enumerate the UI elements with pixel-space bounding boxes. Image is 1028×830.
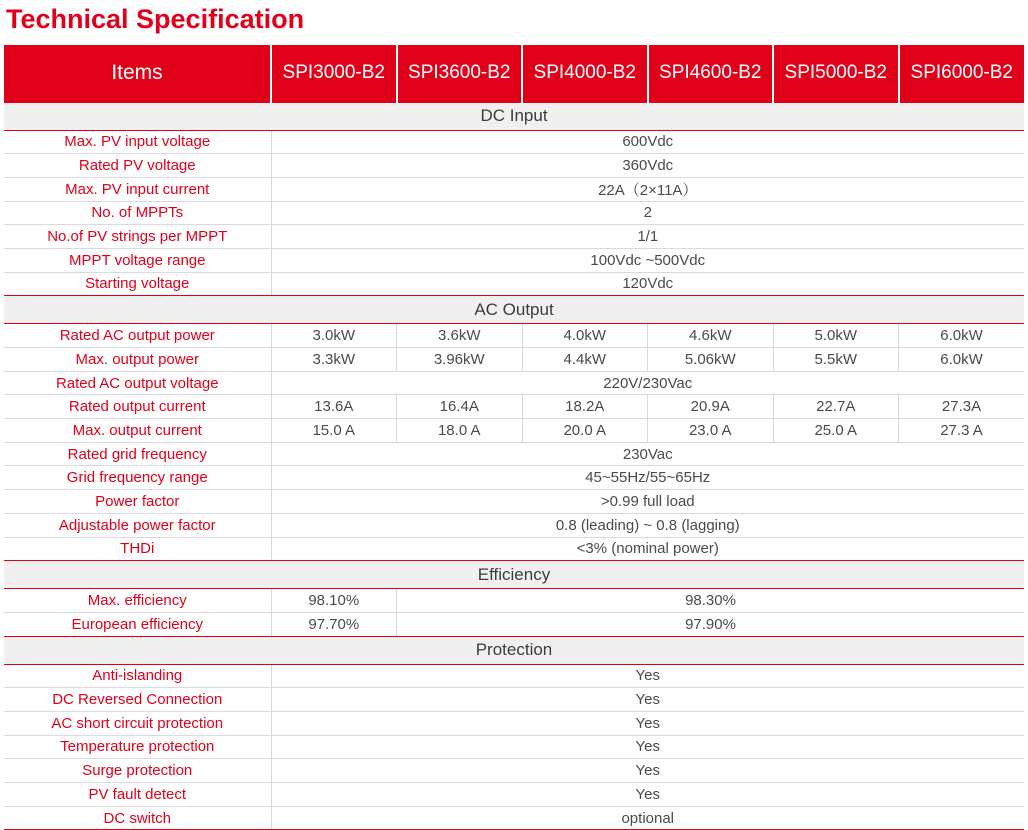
- row-value: 5.5kW: [773, 348, 899, 372]
- table-row: [4, 201, 1024, 225]
- table-row: [4, 324, 1024, 348]
- row-value: 18.2A: [522, 395, 648, 419]
- row-label: Grid frequency range: [4, 466, 271, 490]
- table-row: [4, 419, 1024, 443]
- row-value: Yes: [271, 664, 1024, 688]
- row-value: 15.0 A: [271, 419, 397, 443]
- row-label: THDi: [4, 537, 271, 561]
- row-label: Max. output power: [4, 348, 271, 372]
- table-row: [4, 248, 1024, 272]
- row-value: 98.10%: [271, 589, 397, 613]
- row-value: 1/1: [271, 225, 1024, 249]
- table-row: [4, 272, 1024, 296]
- row-value: Yes: [271, 735, 1024, 759]
- table-row: [4, 130, 1024, 154]
- row-value: 22.7A: [773, 395, 899, 419]
- row-value: 6.0kW: [899, 348, 1025, 372]
- table-header: [4, 45, 1024, 102]
- row-value: 3.96kW: [397, 348, 523, 372]
- header-model: SPI4000-B2: [522, 45, 648, 102]
- table-row: [4, 759, 1024, 783]
- header-model: SPI3000-B2: [271, 45, 397, 102]
- row-label: Rated AC output power: [4, 324, 271, 348]
- row-value: 45~55Hz/55~65Hz: [271, 466, 1024, 490]
- row-value: 23.0 A: [648, 419, 774, 443]
- section-header: [4, 561, 1024, 589]
- table-row: [4, 154, 1024, 178]
- table-row: [4, 612, 1024, 636]
- row-value: 120Vdc: [271, 272, 1024, 296]
- row-label: Starting voltage: [4, 272, 271, 296]
- table-row: [4, 177, 1024, 201]
- row-label: DC Reversed Connection: [4, 688, 271, 712]
- row-label: Max. output current: [4, 419, 271, 443]
- row-value: 4.0kW: [522, 324, 648, 348]
- row-value: 27.3 A: [899, 419, 1025, 443]
- row-value: 5.0kW: [773, 324, 899, 348]
- row-value: 97.90%: [397, 612, 1025, 636]
- row-label: AC short circuit protection: [4, 711, 271, 735]
- table-row: [4, 490, 1024, 514]
- page-title: Technical Specification: [6, 4, 305, 34]
- section-title: Protection: [4, 636, 1024, 664]
- row-value: 20.9A: [648, 395, 774, 419]
- row-value: 0.8 (leading) ~ 0.8 (lagging): [271, 513, 1024, 537]
- row-label: No. of MPPTs: [4, 201, 271, 225]
- row-label: European efficiency: [4, 612, 271, 636]
- row-value: 25.0 A: [773, 419, 899, 443]
- table-row: [4, 225, 1024, 249]
- table-row: [4, 589, 1024, 613]
- row-value: 6.0kW: [899, 324, 1025, 348]
- table-row: [4, 664, 1024, 688]
- table-body: [4, 102, 1024, 830]
- table-row: [4, 537, 1024, 561]
- header-model: SPI4600-B2: [648, 45, 774, 102]
- row-value: 4.6kW: [648, 324, 774, 348]
- row-value: 2: [271, 201, 1024, 225]
- row-label: Temperature protection: [4, 735, 271, 759]
- row-label: Max. PV input voltage: [4, 130, 271, 154]
- row-value: 22A（2×11A）: [271, 177, 1024, 201]
- row-value: Yes: [271, 711, 1024, 735]
- table-row: [4, 688, 1024, 712]
- row-value: 16.4A: [397, 395, 523, 419]
- row-value: 27.3A: [899, 395, 1025, 419]
- row-value: 20.0 A: [522, 419, 648, 443]
- section-title: DC Input: [4, 102, 1024, 130]
- table-row: [4, 513, 1024, 537]
- row-label: DC switch: [4, 806, 271, 830]
- table-row: [4, 806, 1024, 830]
- section-header: [4, 296, 1024, 324]
- table-row: [4, 783, 1024, 807]
- row-value: 5.06kW: [648, 348, 774, 372]
- row-value: 98.30%: [397, 589, 1025, 613]
- row-value: 4.4kW: [522, 348, 648, 372]
- row-value: optional: [271, 806, 1024, 830]
- row-value: >0.99 full load: [271, 490, 1024, 514]
- row-label: Rated AC output voltage: [4, 371, 271, 395]
- row-label: Max. efficiency: [4, 589, 271, 613]
- row-value: 600Vdc: [271, 130, 1024, 154]
- row-value: <3% (nominal power): [271, 537, 1024, 561]
- row-value: 3.0kW: [271, 324, 397, 348]
- row-label: No.of PV strings per MPPT: [4, 225, 271, 249]
- row-value: 97.70%: [271, 612, 397, 636]
- table-row: [4, 711, 1024, 735]
- table-row: [4, 466, 1024, 490]
- specification-table: [4, 45, 1024, 830]
- row-label: Power factor: [4, 490, 271, 514]
- table-row: [4, 735, 1024, 759]
- row-label: Rated output current: [4, 395, 271, 419]
- row-value: Yes: [271, 783, 1024, 807]
- row-label: MPPT voltage range: [4, 248, 271, 272]
- header-row: [4, 45, 1024, 102]
- row-value: 360Vdc: [271, 154, 1024, 178]
- table-row: [4, 371, 1024, 395]
- row-label: Rated grid frequency: [4, 442, 271, 466]
- header-model: SPI3600-B2: [397, 45, 523, 102]
- row-value: 3.3kW: [271, 348, 397, 372]
- header-model: SPI5000-B2: [773, 45, 899, 102]
- header-model: SPI6000-B2: [899, 45, 1025, 102]
- table-row: [4, 348, 1024, 372]
- row-label: Surge protection: [4, 759, 271, 783]
- row-label: Rated PV voltage: [4, 154, 271, 178]
- section-header: [4, 636, 1024, 664]
- section-title: AC Output: [4, 296, 1024, 324]
- section-header: [4, 102, 1024, 130]
- row-value: 220V/230Vac: [271, 371, 1024, 395]
- header-items: Items: [4, 45, 271, 102]
- table-row: [4, 395, 1024, 419]
- row-label: Anti-islanding: [4, 664, 271, 688]
- row-value: Yes: [271, 688, 1024, 712]
- row-label: Max. PV input current: [4, 177, 271, 201]
- row-value: 100Vdc ~500Vdc: [271, 248, 1024, 272]
- table-row: [4, 442, 1024, 466]
- section-title: Efficiency: [4, 561, 1024, 589]
- row-value: Yes: [271, 759, 1024, 783]
- row-value: 18.0 A: [397, 419, 523, 443]
- row-label: PV fault detect: [4, 783, 271, 807]
- row-value: 230Vac: [271, 442, 1024, 466]
- row-value: 13.6A: [271, 395, 397, 419]
- row-label: Adjustable power factor: [4, 513, 271, 537]
- row-value: 3.6kW: [397, 324, 523, 348]
